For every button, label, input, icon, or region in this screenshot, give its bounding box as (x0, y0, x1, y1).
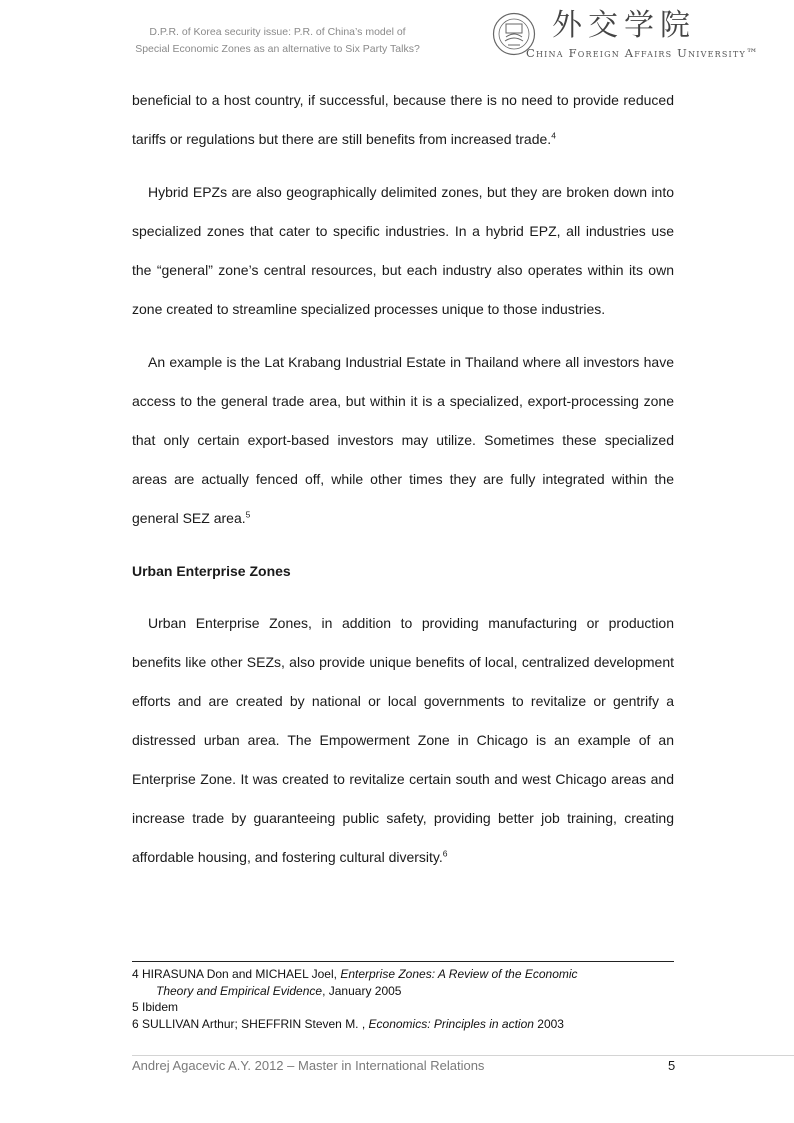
footnote-separator (132, 961, 674, 962)
paragraph-hybrid-epzs: Hybrid EPZs are also geographically delimited zones, but they are broken down into specialized zones that cater to specific industries. In a hybrid EPZ, all industries use the “general” zone’s central resources, but each industry also operates within its own zone created to streamline specialized processes unique to those industries. (132, 184, 674, 317)
trademark-symbol: ™ (745, 46, 759, 60)
footnote-4: 4 HIRASUNA Don and MICHAEL Joel, Enterprise Zones: A Review of the Economic (132, 967, 578, 981)
footnote-ref-5: 5 (245, 509, 251, 520)
header-title-line-2: Special Economic Zones as an alternative to Six Party Talks? (135, 43, 420, 55)
footer-author-line: Andrej Agacevic A.Y. 2012 – Master in International Relations (132, 1058, 485, 1073)
paragraph-lat-krabang-example: An example is the Lat Krabang Industrial Estate in Thailand where all investors have access to the general trade area, but within it is a specialized, export-processing zone that only certain export-based investors may utilize. Sometimes these specialized areas are actually fenced off, while other times they are fully integrated within the general SEZ area.$^5$ (132, 354, 674, 526)
paragraph-urban-enterprise-zones: Urban Enterprise Zones, in addition to providing manufacturing or production benefits like other SEZs, also provide unique benefits of local, centralized development efforts and are created by national or local governments to revitalize or gentrify a distressed urban area. The Empowerment Zone in Chicago is an example of an Enterprise Zone. It was created to revitalize certain south and west Chicago areas and increase trade by guaranteeing public safety, providing better job training, creating affordable housing, and fostering cultural diversity.$^6$ (132, 615, 674, 865)
paragraph-continuation: beneficial to a host country, if successful, because there is no need to provide reduced tariffs or regulations but there are still benefits from increased trade.$^4$ (132, 92, 674, 147)
university-name-english: China Foreign Affairs University™ (526, 46, 759, 60)
footnote-ref-4: 4 (551, 130, 556, 141)
footnote-ref-6: 6 (442, 848, 448, 859)
footnote-4-continued: Theory and Empirical Evidence, January 2005 (156, 983, 402, 998)
running-header-title (120, 24, 435, 58)
page-number: 5 (668, 1058, 676, 1073)
footnote-5: 5 Ibidem (132, 1000, 179, 1014)
header-title-line-1: D.P.R. of Korea security issue: P.R. of China’s model of (149, 26, 406, 38)
footer-separator (132, 1055, 794, 1056)
university-name-chinese: 外交学院 (552, 8, 696, 43)
footnotes (132, 966, 692, 1032)
footnote-6: 6 SULLIVAN Arthur; SHEFFRIN Steven M. , Economics: Principles in action 2003 (132, 1016, 564, 1031)
section-heading-urban-enterprise-zones: Urban Enterprise Zones (132, 563, 291, 579)
